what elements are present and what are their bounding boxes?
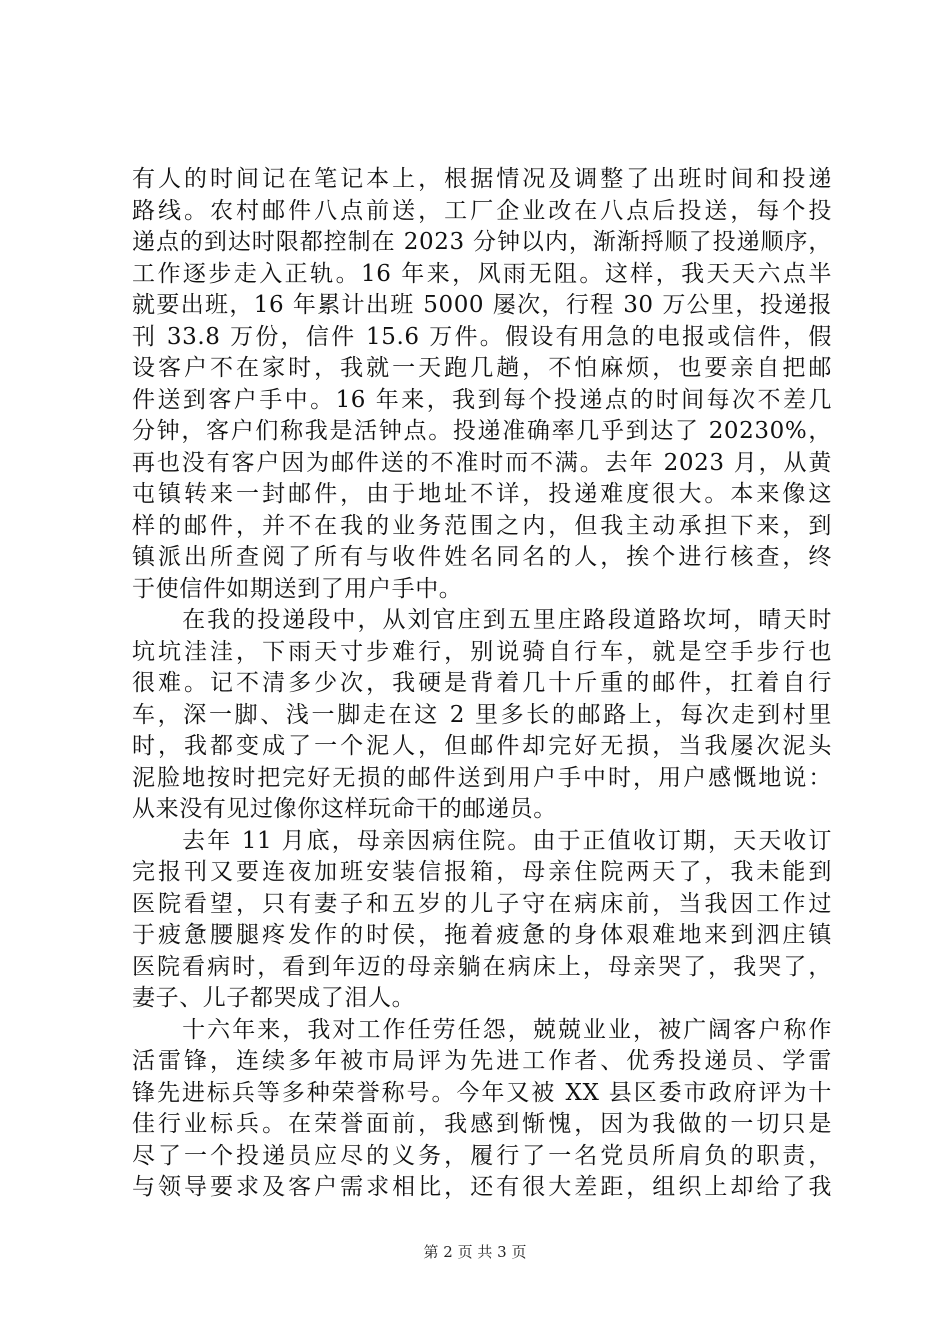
page-number: 第 2 页 共 3 页 <box>423 1243 527 1261</box>
text-line: 刊 33.8 万份，信件 15.6 万件。假设有用急的电报或信件，假 <box>132 323 832 350</box>
text-line: 医院看望，只有妻子和五岁的儿子守在病床前，当我因工作过 <box>132 890 832 917</box>
text-line: 工作逐步走入正轨。16 年来，风雨无阻。这样，我天天六点半 <box>132 260 832 287</box>
text-line: 屯镇转来一封邮件，由于地址不详，投递难度很大。本来像这 <box>132 481 832 507</box>
text-line: 分钟，客户们称我是活钟点。投递准确率几乎到达了 20230%， <box>132 418 832 444</box>
page-footer <box>0 1242 950 1262</box>
text-line: 件送到客户手中。16 年来，我到每个投递点的时间每次不差几 <box>132 386 832 413</box>
text-line: 镇派出所查阅了所有与收件姓名同名的人，挨个进行核查，终 <box>132 544 832 570</box>
text-line: 佳行业标兵。在荣誉面前，我感到惭愧，因为我做的一切只是 <box>132 1111 832 1137</box>
text-line: 设客户不在家时，我就一天跑几趟，不怕麻烦，也要亲自把邮 <box>132 355 832 381</box>
text-line: 在我的投递段中，从刘官庄到五里庄路段道路坎坷，晴天时 <box>132 607 832 633</box>
text-line: 从来没有见过像你这样玩命干的邮递员。 <box>132 796 557 822</box>
text-line: 妻子、儿子都哭成了泪人。 <box>132 985 416 1011</box>
text-line: 于使信件如期送到了用户手中。 <box>132 575 463 602</box>
text-line: 样的邮件，并不在我的业务范围之内，但我主动承担下来，到 <box>132 512 832 539</box>
text-line: 就要出班，16 年累计出班 5000 屡次，行程 30 万公里，投递报 <box>132 292 832 318</box>
text-line: 很难。记不清多少次，我硬是背着几十斤重的邮件，扛着自行 <box>132 670 832 696</box>
text-line: 递点的到达时限都控制在 2023 分钟以内，渐渐捋顺了投递顺序， <box>132 229 832 255</box>
text-line: 医院看病时，看到年迈的母亲躺在病床上，母亲哭了，我哭了， <box>132 953 832 980</box>
text-line: 路线。农村邮件八点前送，工厂企业改在八点后投送，每个投 <box>132 197 832 224</box>
text-line: 完报刊又要连夜加班安装信报箱，母亲住院两天了，我未能到 <box>132 859 832 885</box>
text-line: 锋先进标兵等多种荣誉称号。今年又被 XX 县区委市政府评为十 <box>132 1079 832 1106</box>
text-line: 车，深一脚、浅一脚走在这 2 里多长的邮路上，每次走到村里 <box>132 701 832 728</box>
text-line: 十六年来，我对工作任劳任怨，兢兢业业，被广阔客户称作 <box>132 1016 832 1043</box>
text-line: 于疲惫腰腿疼发作的时侯，拖着疲惫的身体艰难地来到泗庄镇 <box>132 922 832 948</box>
text-line: 泥脸地按时把完好无损的邮件送到用户手中时，用户感慨地说： <box>132 764 832 791</box>
text-line: 坑坑洼洼，下雨天寸步难行，别说骑自行车，就是空手步行也 <box>132 638 832 665</box>
text-line: 与领导要求及客户需求相比，还有很大差距，组织上却给了我 <box>132 1174 832 1200</box>
text-line: 尽了一个投递员应尽的义务，履行了一名党员所肩负的职责， <box>132 1142 832 1169</box>
body-text <box>132 164 832 1204</box>
text-line: 去年 11 月底，母亲因病住院。由于正值收订期，天天收订 <box>132 827 832 854</box>
text-line: 活雷锋，连续多年被市局评为先进工作者、优秀投递员、学雷 <box>132 1048 832 1074</box>
text-line: 时，我都变成了一个泥人，但邮件却完好无损，当我屡次泥头 <box>132 733 832 759</box>
text-line: 有人的时间记在笔记本上，根据情况及调整了出班时间和投递 <box>132 166 832 192</box>
text-line: 再也没有客户因为邮件送的不准时而不满。去年 2023 月，从黄 <box>132 449 832 476</box>
